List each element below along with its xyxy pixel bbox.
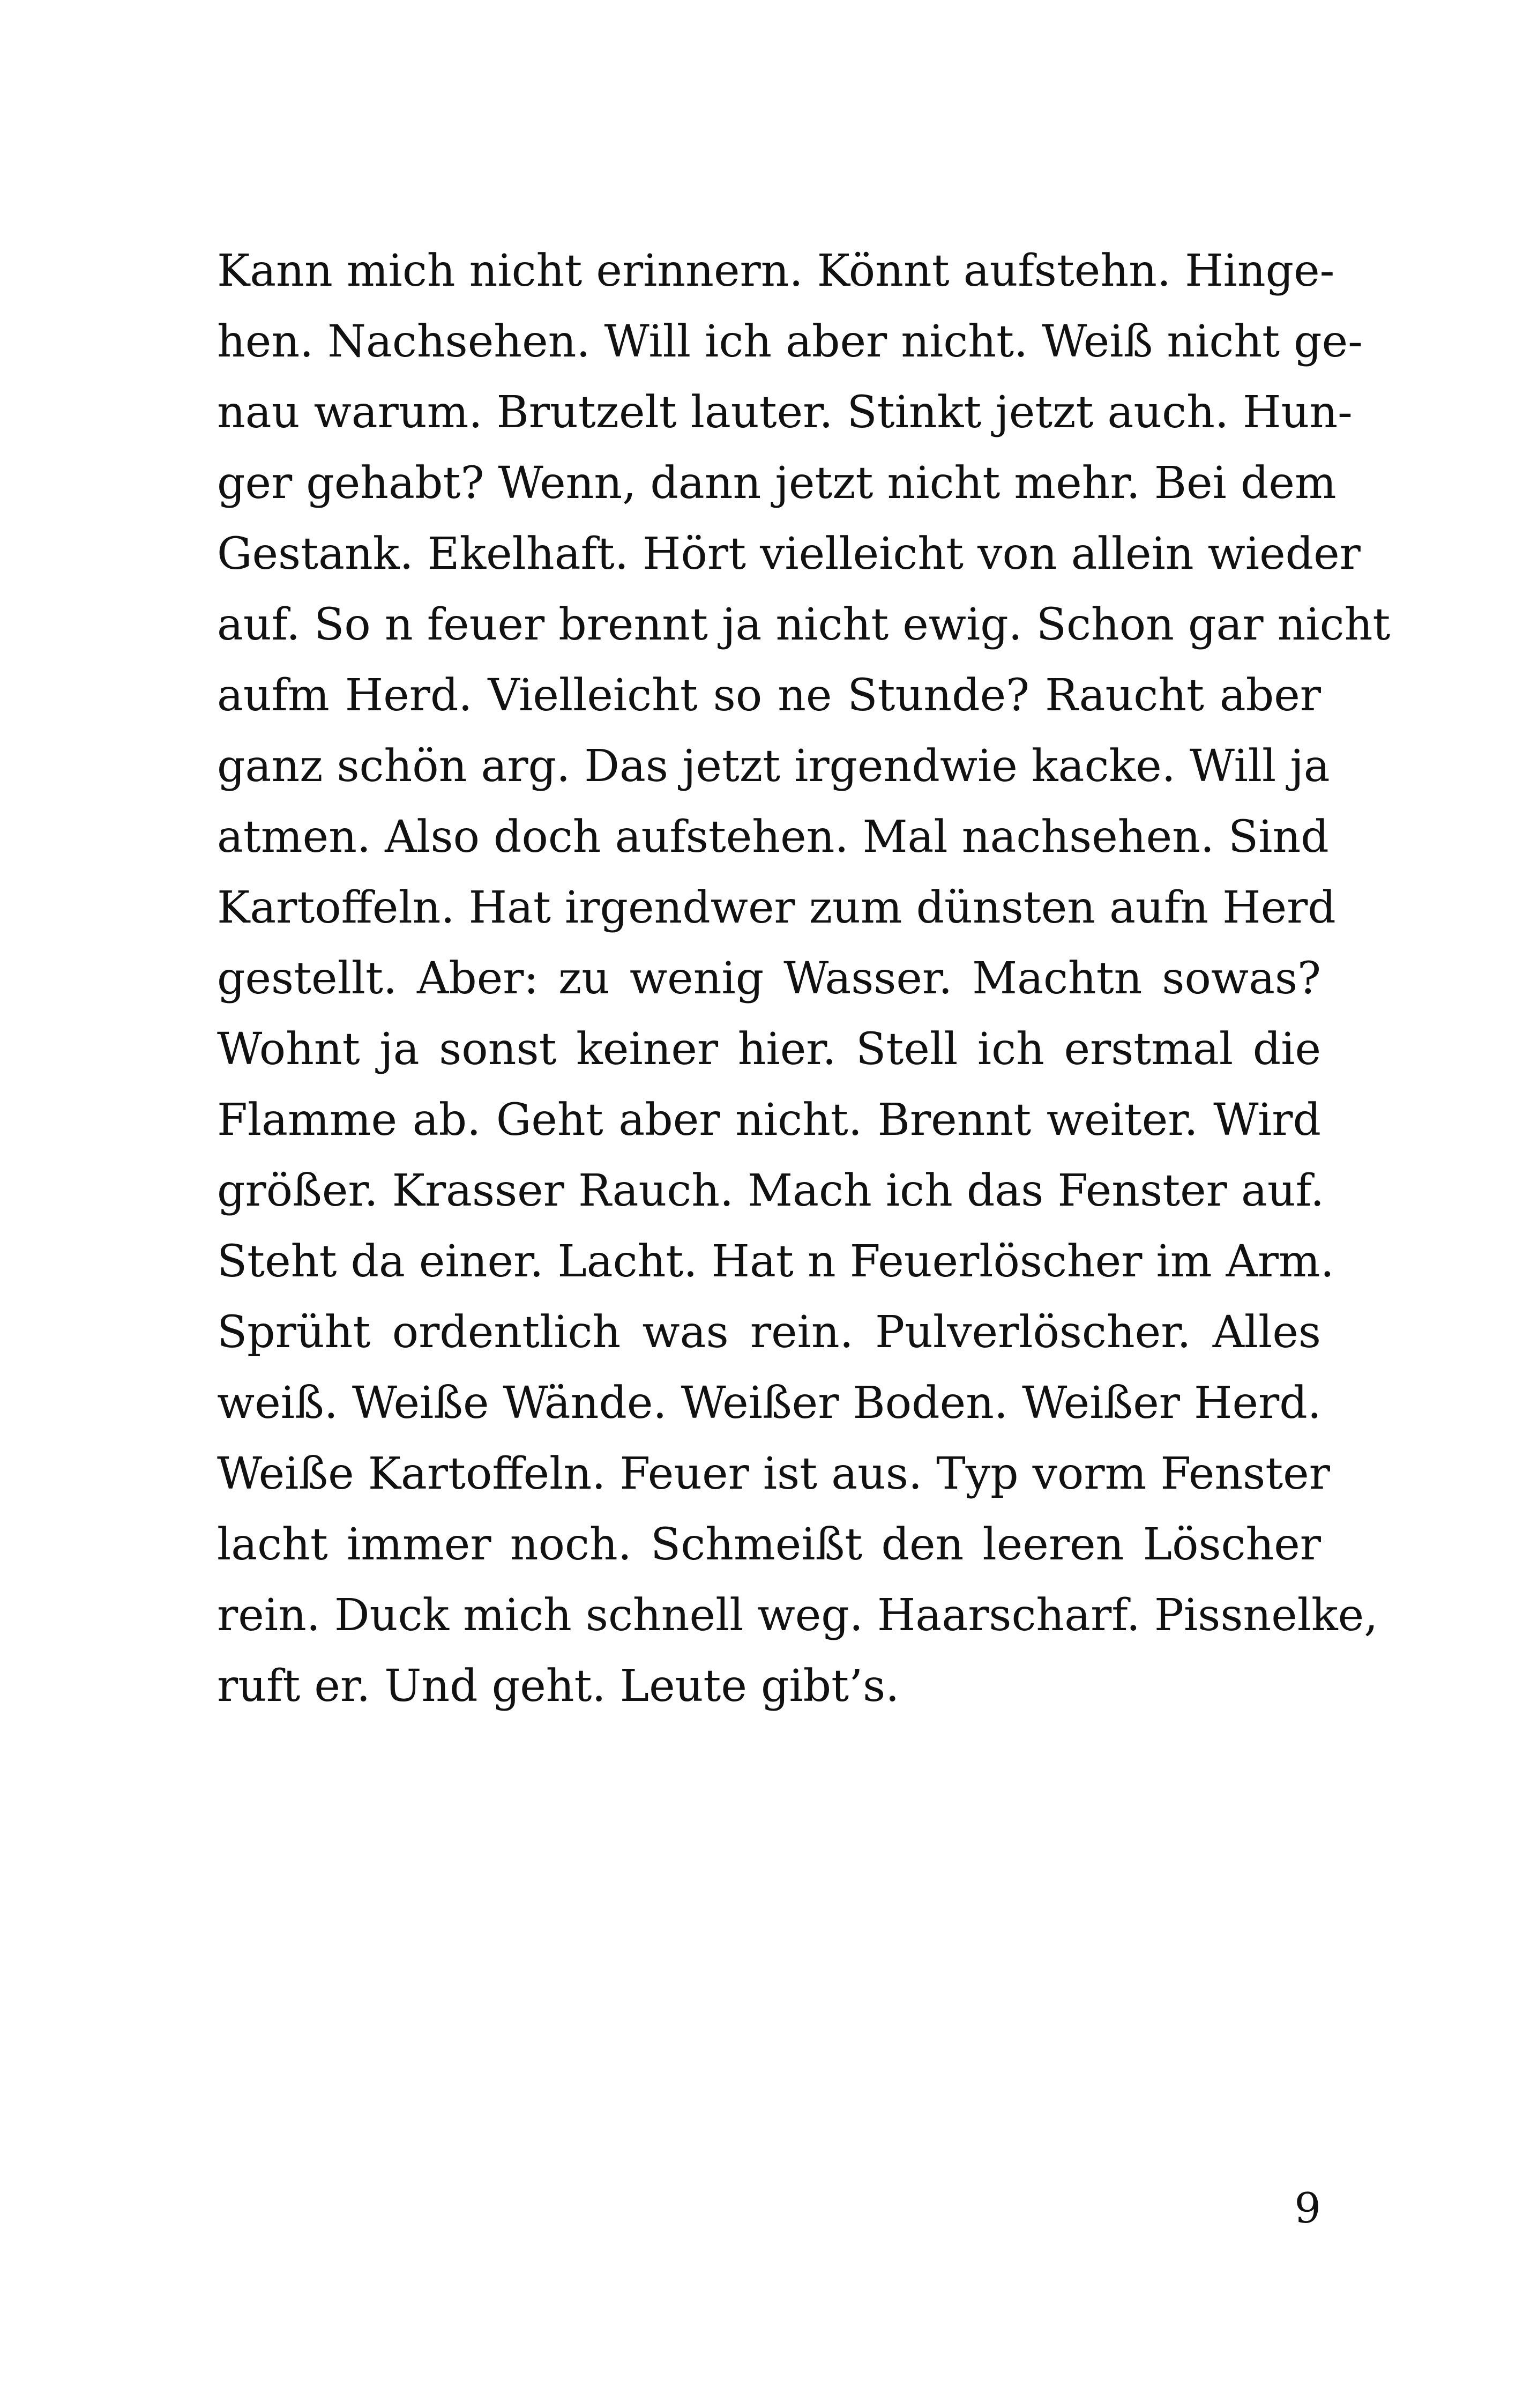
text-line: Weiße Kartoffeln. Feuer ist aus. Typ vorm Fenster bbox=[217, 1448, 1330, 1499]
text-line: rein. Duck mich schnell weg. Haarscharf. Pissnelke, bbox=[217, 1590, 1378, 1641]
text-line: Kartoffeln. Hat irgendwer zum dünsten aufn Herd bbox=[217, 882, 1336, 933]
text-line: aufm Herd. Vielleicht so ne Stunde? Raucht aber bbox=[217, 670, 1321, 721]
text-line: weiß. Weiße Wände. Weißer Boden. Weißer Herd. bbox=[217, 1378, 1322, 1429]
text-line: nau warum. Brutzelt lauter. Stinkt jetzt auch. Hun- bbox=[217, 387, 1353, 438]
text-line: Wohnt ja sonst keiner hier. Stell ich erstmal die bbox=[217, 1024, 1321, 1075]
text-line: lacht immer noch. Schmeißt den leeren Löscher bbox=[217, 1519, 1321, 1570]
text-line: Gestank. Ekelhaft. Hört vielleicht von allein wieder bbox=[217, 529, 1361, 579]
body-text bbox=[217, 236, 1391, 1722]
text-line: ganz schön arg. Das jetzt irgendwie kacke. Will ja bbox=[217, 741, 1330, 792]
text-line: auf. So n feuer brennt ja nicht ewig. Schon gar nicht bbox=[217, 599, 1391, 650]
text-line: hen. Nachsehen. Will ich aber nicht. Weiß nicht ge- bbox=[217, 316, 1363, 367]
text-line: größer. Krasser Rauch. Mach ich das Fenster auf. bbox=[217, 1165, 1325, 1216]
text-line: Kann mich nicht erinnern. Könnt aufstehn. Hinge- bbox=[217, 246, 1335, 296]
text-line: Flamme ab. Geht aber nicht. Brennt weiter. Wird bbox=[217, 1095, 1321, 1146]
text-line: gestellt. Aber: zu wenig Wasser. Machtn sowas? bbox=[217, 953, 1321, 1004]
text-line: Steht da einer. Lacht. Hat n Feuerlöscher im Arm. bbox=[217, 1236, 1334, 1287]
page-number: 9 bbox=[1294, 2184, 1321, 2233]
text-line: Sprüht ordentlich was rein. Pulverlöscher. Alles bbox=[217, 1307, 1321, 1358]
text-line: atmen. Also doch aufstehen. Mal nachsehen. Sind bbox=[217, 812, 1329, 863]
text-line: ruft er. Und geht. Leute gibt’s. bbox=[217, 1661, 900, 1712]
text-line: ger gehabt? Wenn, dann jetzt nicht mehr. Bei dem bbox=[217, 458, 1337, 509]
